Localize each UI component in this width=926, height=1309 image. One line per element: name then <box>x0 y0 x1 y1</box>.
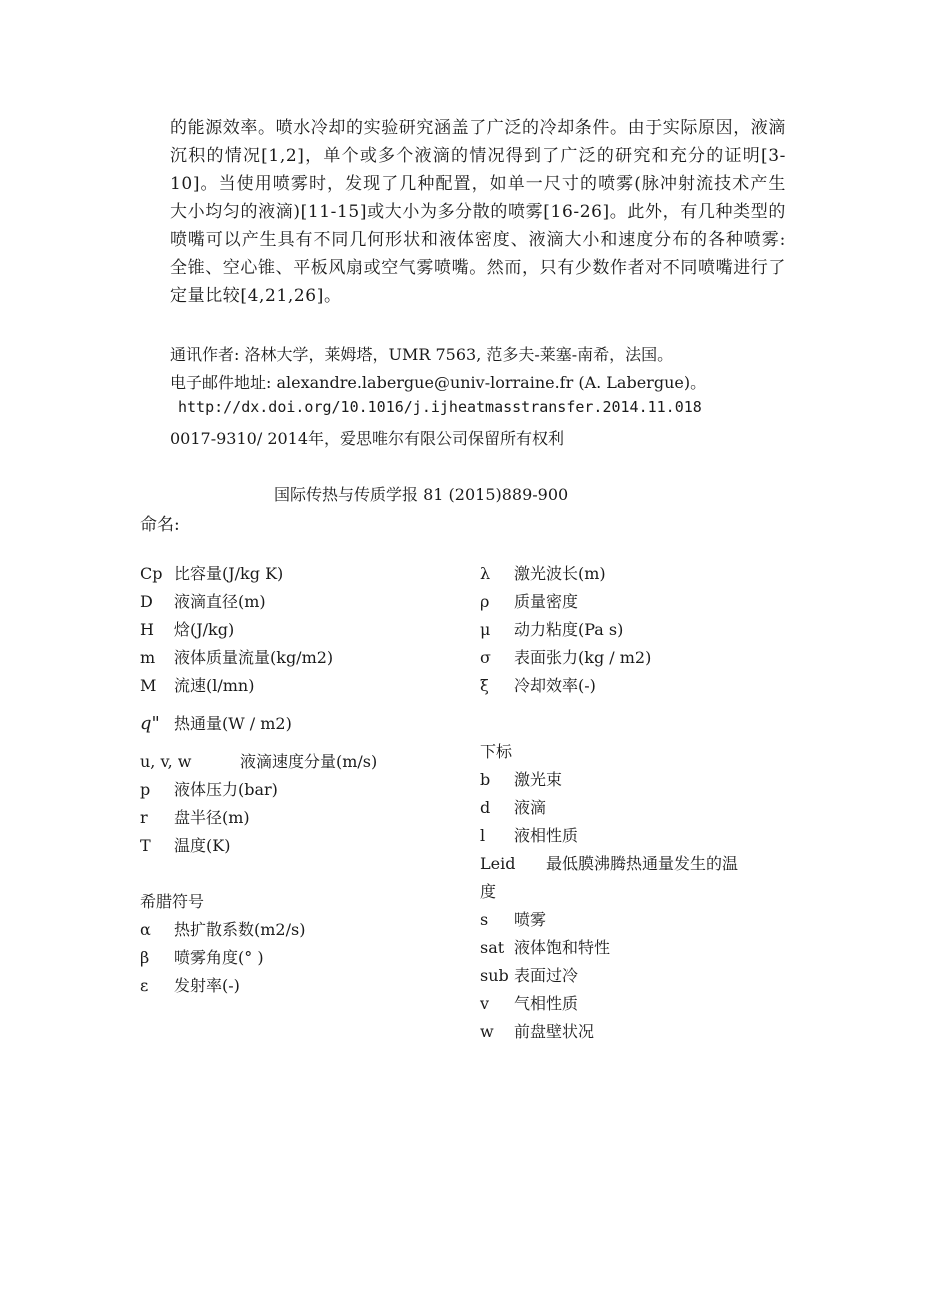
symbol: sub <box>480 966 509 985</box>
nomenclature-item <box>140 748 377 776</box>
symbol: ξ <box>480 676 489 695</box>
description: 最低膜沸腾热通量发生的温 <box>546 854 739 873</box>
nomenclature-item <box>480 644 738 672</box>
symbol: H <box>140 620 154 639</box>
nomenclature-item <box>480 1018 738 1046</box>
symbol: σ <box>480 648 491 667</box>
nomenclature-item <box>140 832 377 860</box>
symbol: M <box>140 676 157 695</box>
description: 前盘壁状况 <box>514 1022 595 1041</box>
subscripts-heading: 下标 <box>480 742 513 761</box>
symbol: T <box>140 836 151 855</box>
nomenclature-right-column <box>480 560 738 1046</box>
description: 液滴 <box>514 798 547 817</box>
description: 表面张力(kg / m2) <box>514 648 652 667</box>
nomenclature-item <box>480 990 738 1018</box>
nomenclature-item <box>140 710 377 738</box>
symbol: v <box>480 994 490 1013</box>
nomenclature-item <box>480 850 738 878</box>
description: 动力粘度(Pa s) <box>514 620 624 639</box>
nomenclature-item <box>140 644 377 672</box>
nomenclature-item <box>140 776 377 804</box>
nomenclature-item <box>480 766 738 794</box>
nomenclature-item <box>480 560 738 588</box>
description: 激光束 <box>514 770 563 789</box>
description: 液滴速度分量(m/s) <box>240 752 378 771</box>
symbol: λ <box>480 564 491 583</box>
description: 液滴直径(m) <box>174 592 266 611</box>
symbol: β <box>140 948 150 967</box>
footnote-author: 通讯作者: 洛林大学，莱姆塔，UMR 7563, 范多夫-莱塞-南希，法国。 <box>170 345 674 364</box>
symbol: r <box>140 808 148 827</box>
symbol: m <box>140 648 156 667</box>
body-paragraph: 的能源效率。喷水冷却的实验研究涵盖了广泛的冷却条件。由于实际原因，液滴沉积的情况[1,2]，单个或多个液滴的情况得到了广泛的研究和充分的证明[3-10]。当使用喷雾时，发现了几种配置，如单一尺寸的喷雾(脉冲射流技术产生大小均匀的液滴)[11-15]或大小为多分散的喷雾[16-26]。此外，有几种类型的喷嘴可以产生具有不同几何形状和液体密度、液滴大小和速度分布的各种喷雾:全锥、空心锥、平板风扇或空气雾喷嘴。然而，只有少数作者对不同喷嘴进行了定量比较[4,21,26]。 <box>170 118 786 306</box>
description: 比容量(J/kg K) <box>174 564 284 583</box>
nomenclature-item <box>480 934 738 962</box>
symbol: μ <box>480 620 491 639</box>
nomenclature-item <box>480 822 738 850</box>
description: 气相性质 <box>514 994 579 1013</box>
description: 热扩散系数(m2/s) <box>174 920 306 939</box>
nomenclature-item <box>480 794 738 822</box>
symbol: α <box>140 920 151 939</box>
description: 液体质量流量(kg/m2) <box>174 648 334 667</box>
description: 液体压力(bar) <box>174 780 278 799</box>
description: 表面过冷 <box>514 966 579 985</box>
symbol: q" <box>140 713 160 734</box>
symbol: D <box>140 592 153 611</box>
nomenclature-item <box>480 906 738 934</box>
description: 喷雾 <box>514 910 547 929</box>
nomenclature-title: 命名: <box>140 515 180 535</box>
description: 发射率(-) <box>174 976 240 995</box>
symbol: p <box>140 780 151 799</box>
nomenclature-item <box>140 560 377 588</box>
nomenclature-item <box>480 588 738 616</box>
greek-symbols-heading: 希腊符号 <box>140 892 205 911</box>
symbol: ε <box>140 976 149 995</box>
description: 液相性质 <box>514 826 579 845</box>
description: 质量密度 <box>514 592 579 611</box>
nomenclature-item <box>140 804 377 832</box>
symbol: b <box>480 770 491 789</box>
description: 热通量(W / m2) <box>174 714 292 733</box>
symbol: Cp <box>140 564 163 583</box>
description-continued: 度 <box>480 882 497 901</box>
nomenclature-item <box>140 916 377 944</box>
nomenclature-item <box>140 944 377 972</box>
footnote-email: 电子邮件地址: alexandre.labergue@univ-lorraine.fr (A. Labergue)。 <box>170 373 707 392</box>
nomenclature-item <box>480 616 738 644</box>
description: 喷雾角度(° ) <box>174 948 264 967</box>
nomenclature-item <box>140 672 377 700</box>
symbol: d <box>480 798 491 817</box>
nomenclature-item <box>140 972 377 1000</box>
symbol: Leid <box>480 854 516 873</box>
footnote-doi: http://dx.doi.org/10.1016/j.ijheatmasstransfer.2014.11.018 <box>178 398 702 416</box>
description: 流速(l/mn) <box>174 676 255 695</box>
nomenclature-left-column <box>140 560 377 1000</box>
nomenclature-item <box>480 672 738 700</box>
nomenclature-item <box>140 588 377 616</box>
description: 冷却效率(-) <box>514 676 596 695</box>
footnote-copyright: 0017-9310/ 2014年，爱思唯尔有限公司保留所有权利 <box>170 429 565 448</box>
symbol: u, v, w <box>140 752 192 771</box>
symbol: sat <box>480 938 505 957</box>
description: 激光波长(m) <box>514 564 606 583</box>
nomenclature-item <box>480 962 738 990</box>
symbol: ρ <box>480 592 490 611</box>
description: 盘半径(m) <box>174 808 250 827</box>
symbol: s <box>480 910 489 929</box>
symbol: l <box>480 826 486 845</box>
description: 焓(J/kg) <box>174 620 235 639</box>
description: 液体饱和特性 <box>514 938 611 957</box>
symbol: w <box>480 1022 494 1041</box>
description: 温度(K) <box>174 836 231 855</box>
nomenclature-item <box>140 616 377 644</box>
journal-reference: 国际传热与传质学报 81 (2015)889-900 <box>274 485 569 504</box>
